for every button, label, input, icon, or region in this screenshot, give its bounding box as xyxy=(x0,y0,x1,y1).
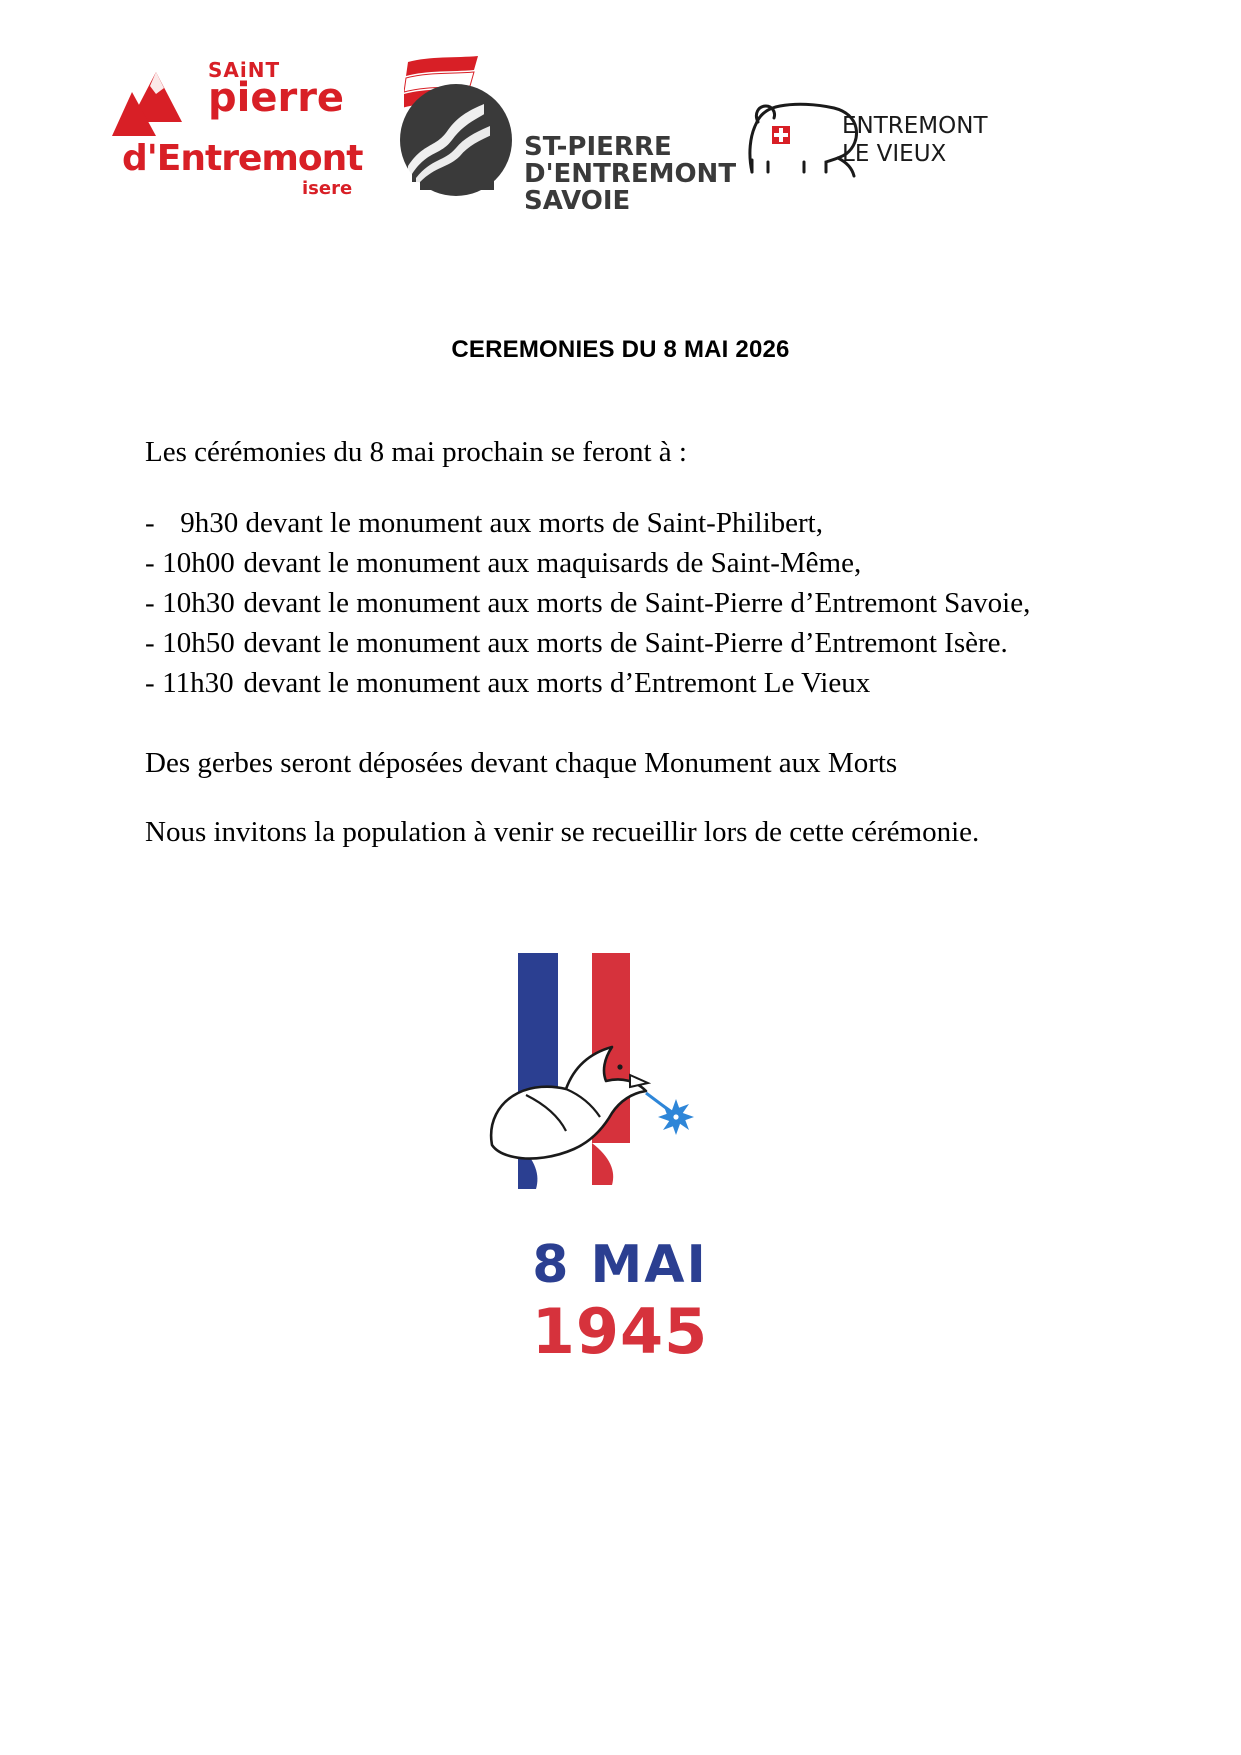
page-title: CEREMONIES DU 8 MAI 2026 xyxy=(451,336,790,363)
logo3-line1: ENTREMONT xyxy=(842,113,988,139)
emblem-label-bottom: 1945 xyxy=(531,1295,709,1368)
cornflower-icon xyxy=(646,1093,694,1135)
savoie-cross-icon xyxy=(772,126,790,144)
invitation-paragraph: Nous invitons la population à venir se recueillir lors de cette cérémonie. xyxy=(145,816,980,848)
logo-st-pierre-entremont-savoie xyxy=(398,56,737,217)
list-text: devant le monument aux morts d’Entremont Le Vieux xyxy=(243,667,871,699)
list-item xyxy=(145,589,1105,618)
logo3-line2: LE VIEUX xyxy=(842,141,947,168)
logo1-text xyxy=(208,58,364,121)
list-dash: - xyxy=(145,667,155,699)
logo-entremont-le-vieux xyxy=(742,98,992,190)
list-text: devant le monument aux maquisards de Saint-Même, xyxy=(243,547,862,579)
logo3-text xyxy=(842,112,988,168)
list-item xyxy=(145,549,1105,578)
list-time: 10h50 xyxy=(162,627,235,659)
list-dash: - xyxy=(145,627,155,659)
list-text: devant le monument aux morts de Saint-Philibert, xyxy=(245,507,823,539)
ceremony-schedule-list xyxy=(145,509,1105,698)
logo2-line1: ST-PIERRE xyxy=(524,132,672,162)
logo1-line2: pierre xyxy=(208,75,345,121)
list-dash: - xyxy=(145,587,155,619)
list-time: 11h30 xyxy=(162,667,234,699)
intro-paragraph: Les cérémonies du 8 mai prochain se feront à : xyxy=(145,436,687,468)
list-time: 10h00 xyxy=(162,547,235,579)
logo2-line2: D'ENTREMONT xyxy=(524,159,737,190)
list-dash: - xyxy=(145,507,155,539)
logo1-line4: isere xyxy=(302,178,353,199)
list-item xyxy=(145,669,1105,698)
8-mai-1945-emblem xyxy=(470,935,770,1385)
logo2-line3: SAVOIE xyxy=(524,186,631,217)
list-item xyxy=(145,509,1105,538)
list-time: 10h30 xyxy=(162,587,235,619)
emblem-label-top: 8 MAI xyxy=(532,1235,708,1295)
logo1-line3: d'Entremont xyxy=(122,138,363,179)
list-text: devant le monument aux morts de Saint-Pierre d’Entremont Isère. xyxy=(243,627,1008,659)
list-dash: - xyxy=(145,547,155,579)
logo1-line1: SAiNT xyxy=(208,58,281,82)
list-item xyxy=(145,629,1105,658)
logo2-text xyxy=(524,134,736,215)
list-text: devant le monument aux morts de Saint-Pierre d’Entremont Savoie, xyxy=(243,587,1031,619)
mountain-peaks-icon xyxy=(112,70,202,144)
document-body xyxy=(145,438,1105,847)
logo-header xyxy=(0,48,1241,217)
logo-saint-pierre-entremont-isere xyxy=(112,60,362,200)
dove-and-ribbon-graphic xyxy=(470,935,770,1235)
list-time: 9h30 xyxy=(180,507,239,539)
mountain-circle-icon xyxy=(398,82,514,198)
note-paragraph: Des gerbes seront déposées devant chaque Monument aux Morts xyxy=(145,747,898,779)
